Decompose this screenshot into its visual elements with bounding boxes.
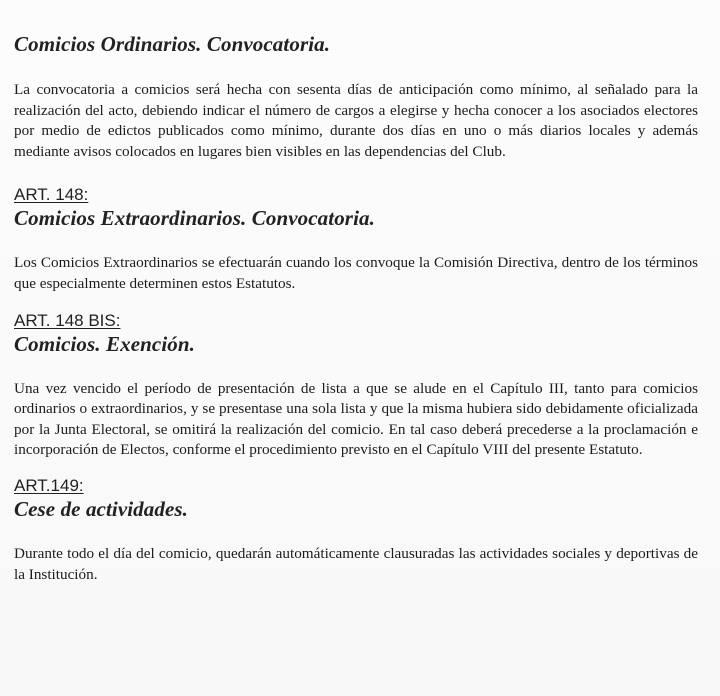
section-title-comicios-extraordinarios: Comicios Extraordinarios. Convocatoria. [14, 206, 375, 231]
paragraph-comicios-exencion: Una vez vencido el período de presentación de lista a que se alude en el Capítulo III, tanto para comicios ordinarios o extraordinarios, y se presentase una sola lista y que la misma hubiera sido debidamente oficializada por la Junta Electoral, se omitirá la realización del comicio. En tal caso deberá precederse a la proclamación e incorporación de Electos, conforme el procedimiento previsto en el Capítulo VIII del presente Estatuto. [14, 379, 698, 459]
section-title-comicios-exencion: Comicios. Exención. [14, 331, 195, 356]
paragraph-comicios-ordinarios: La convocatoria a comicios será hecha con sesenta días de anticipación como mínimo, al señalado para la realización del acto, debiendo indicar el número de cargos a elegirse y hecha conocer a los asociados electores por medio de edictos publicados como mínimo, durante dos días en uno o más diarios locales y además mediante avisos colocados en lugares bien visibles en las dependencias del Club. [14, 81, 698, 160]
section-title-comicios-ordinarios: Comicios Ordinarios. Convocatoria. [14, 32, 331, 56]
paragraph-comicios-extraordinarios: Los Comicios Extraordinarios se efectuarán cuando los convoque la Comisión Directiva, dentro de los términos que especialmente determinen estos Estatutos. [14, 254, 698, 292]
article-label-148: ART. 148: [14, 185, 89, 205]
paragraph-cese-actividades: Durante todo el día del comicio, quedarán automáticamente clausuradas las actividades sociales y deportivas de la Institución. [14, 544, 698, 583]
article-label-148-bis: ART. 148 BIS: [14, 310, 121, 330]
section-title-cese-actividades: Cese de actividades. [14, 496, 189, 521]
article-label-149: ART.149: [14, 475, 84, 495]
